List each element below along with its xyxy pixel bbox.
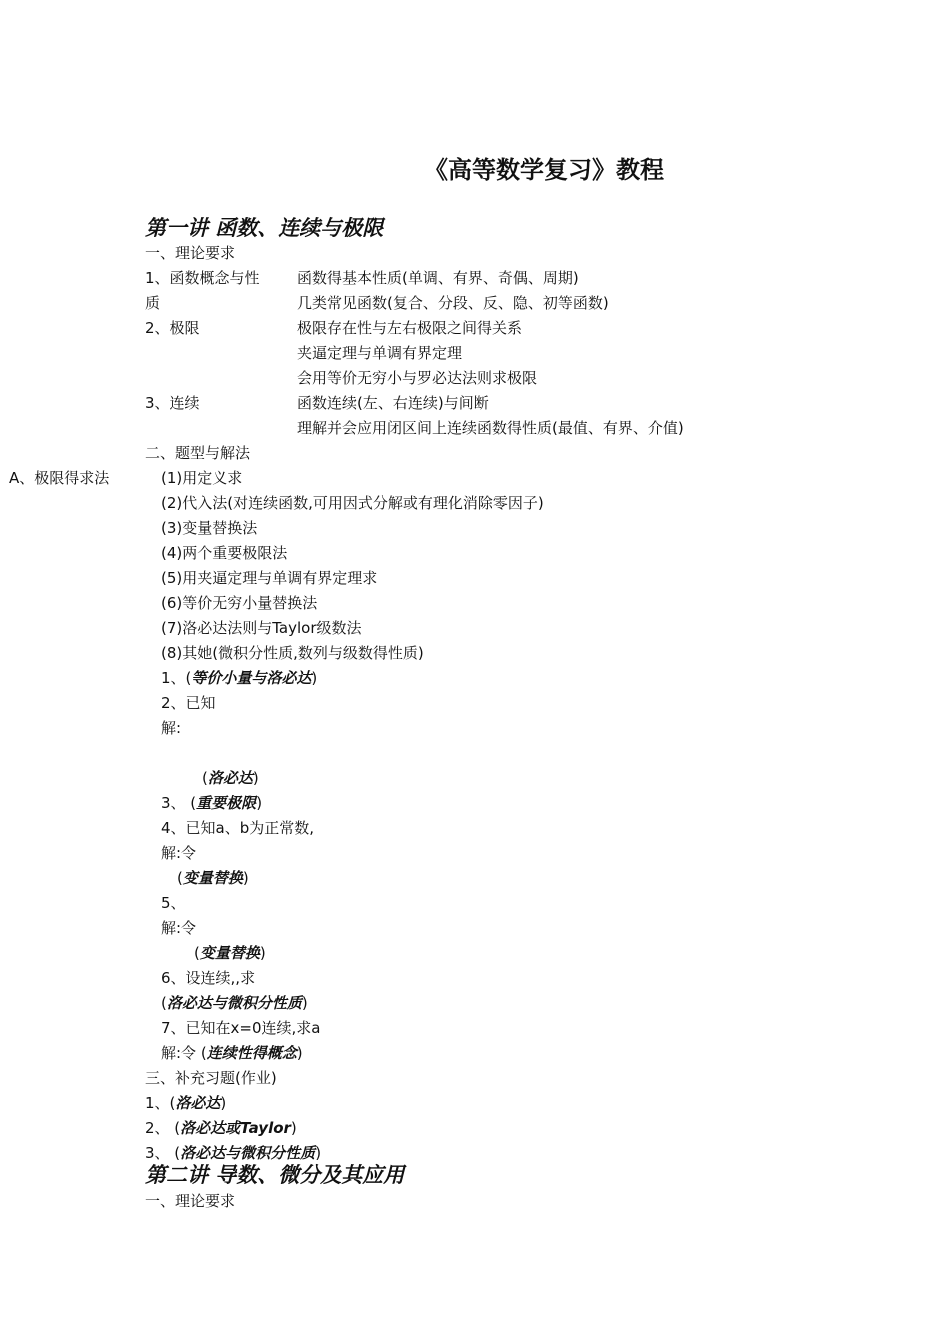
example-4-tag: (变量替换) (177, 869, 249, 887)
lecture2-heading: 第二讲 导数、微分及其应用 (145, 1162, 405, 1187)
theory-heading: 一、理论要求 (145, 244, 236, 262)
item3-line: 函数连续(左、右连续)与间断 (297, 394, 489, 412)
item1-line: 函数得基本性质(单调、有界、奇偶、周期) (297, 269, 579, 287)
example-1: 1、(等价小量与洛必达) (161, 669, 318, 687)
item2-line: 夹逼定理与单调有界定理 (297, 344, 463, 362)
item1-line: 几类常见函数(复合、分段、反、隐、初等函数) (297, 294, 609, 312)
lecture2-theory-heading: 一、理论要求 (145, 1192, 236, 1210)
methods-heading: 二、题型与解法 (145, 444, 251, 462)
method-item: (8)其她(微积分性质,数列与级数得性质) (161, 644, 424, 662)
method-item: (5)用夹逼定理与单调有界定理求 (161, 569, 378, 587)
method-item: (2)代入法(对连续函数,可用因式分解或有理化消除零因子) (161, 494, 544, 512)
example-3: 3、 (重要极限) (161, 794, 263, 812)
item2-line: 会用等价无穷小与罗必达法则求极限 (297, 369, 538, 387)
extra-exercise-2: 2、 (洛必达或Taylor) (145, 1119, 297, 1137)
method-item: (7)洛必达法则与Taylor级数法 (161, 619, 362, 637)
lecture1-heading: 第一讲 函数、连续与极限 (145, 215, 384, 240)
item3-label: 3、连续 (145, 394, 200, 412)
example-5-solution: 解:令 (161, 919, 197, 937)
method-item: (1)用定义求 (161, 469, 243, 487)
method-item: (4)两个重要极限法 (161, 544, 288, 562)
extra-exercise-3: 3、 (洛必达与微积分性质) (145, 1144, 322, 1162)
example-5-tag: (变量替换) (194, 944, 266, 962)
extra-heading: 三、补充习题(作业) (145, 1069, 277, 1087)
method-item: (6)等价无穷小量替换法 (161, 594, 318, 612)
example-4-solution: 解:令 (161, 844, 197, 862)
example-2-tag: (洛必达) (202, 769, 259, 787)
example-5: 5、 (161, 894, 186, 912)
document-title: 《高等数学复习》教程 (424, 156, 664, 184)
item2-line: 极限存在性与左右极限之间得关系 (297, 319, 523, 337)
extra-exercise-1: 1、(洛必达) (145, 1094, 227, 1112)
example-2: 2、已知 (161, 694, 216, 712)
example-7: 7、已知在x=0连续,求a (161, 1019, 321, 1037)
example-4: 4、已知a、b为正常数, (161, 819, 315, 837)
method-item: (3)变量替换法 (161, 519, 258, 537)
example-2-solution: 解: (161, 719, 182, 737)
example-6-tag: (洛必达与微积分性质) (161, 994, 308, 1012)
example-6: 6、设连续,,求 (161, 969, 256, 987)
side-label: A、极限得求法 (9, 469, 110, 487)
item1-label-cont: 质 (145, 294, 161, 312)
item1-label: 1、函数概念与性 (145, 269, 260, 287)
item3-line: 理解并会应用闭区间上连续函数得性质(最值、有界、介值) (297, 419, 684, 437)
example-7-solution: 解:令 (连续性得概念) (161, 1044, 303, 1062)
item2-label: 2、极限 (145, 319, 200, 337)
